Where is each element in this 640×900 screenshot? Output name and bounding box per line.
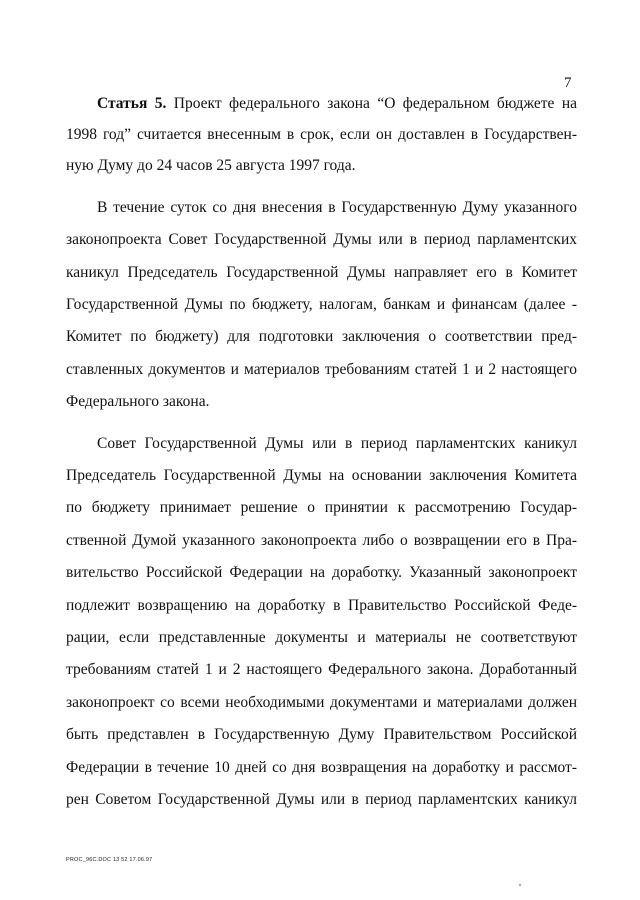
text-line: 1998 год” считается внесенным в срок, если он доставлен в Государствен- [66, 126, 577, 143]
scan-speck [519, 884, 521, 886]
text-line: подлежит возвращению на доработку в Правительство Российской Феде- [66, 597, 577, 614]
text-line: требованиям статей 1 и 2 настоящего Федерального закона. Доработанный [66, 661, 577, 678]
text-line: рен Советом Государственной Думы или в период парламентских каникул [66, 791, 577, 808]
footer-file-code: PROC_96C.DOC 13 52 17.06.97 [66, 857, 153, 863]
article-heading: Статья 5. [97, 95, 167, 112]
text-line: вительство Российской Федерации на доработку. Указанный законопроект [66, 564, 577, 581]
text-line: Председатель Государственной Думы на основании заключения Комитета [66, 467, 577, 484]
text-line: по бюджету принимает решение о принятии к рассмотрению Государ- [66, 499, 577, 516]
text-line: Федерации в течение 10 дней со дня возвращения на доработку и рассмот- [66, 759, 577, 776]
text-line: Федерального закона. [66, 393, 210, 410]
text-line: законопроект со всеми необходимыми документами и материалами должен [66, 694, 577, 711]
text-line: Проект федерального закона “О федеральном бюджете на [173, 95, 577, 112]
text-line: быть представлен в Государственную Думу Правительством Российской [66, 726, 577, 743]
text-line: законопроекта Совет Государственной Думы или в период парламентских [66, 231, 577, 248]
text-line: ственной Думой указанного законопроекта либо о возвращении его в Пра- [66, 532, 577, 549]
text-line: Государственной Думы по бюджету, налогам, банкам и финансам (далее - [66, 296, 577, 313]
text-line: ную Думу до 24 часов 25 августа 1997 года. [66, 157, 356, 174]
article-5-first-line [97, 94, 577, 114]
page-number: 7 [564, 75, 572, 91]
text-line: каникул Председатель Государственной Думы направляет его в Комитет [66, 264, 577, 281]
text-line: рации, если представленные документы и материалы не соответствуют [66, 629, 577, 646]
text-line: Совет Государственной Думы или в период парламентских каникул [97, 435, 577, 452]
text-line: В течение суток со дня внесения в Государственную Думу указанного [97, 199, 577, 216]
text-line: ставленных документов и материалов требованиям статей 1 и 2 настоящего [66, 361, 577, 378]
text-line: Комитет по бюджету) для подготовки заключения о соответствии пред- [66, 328, 577, 345]
